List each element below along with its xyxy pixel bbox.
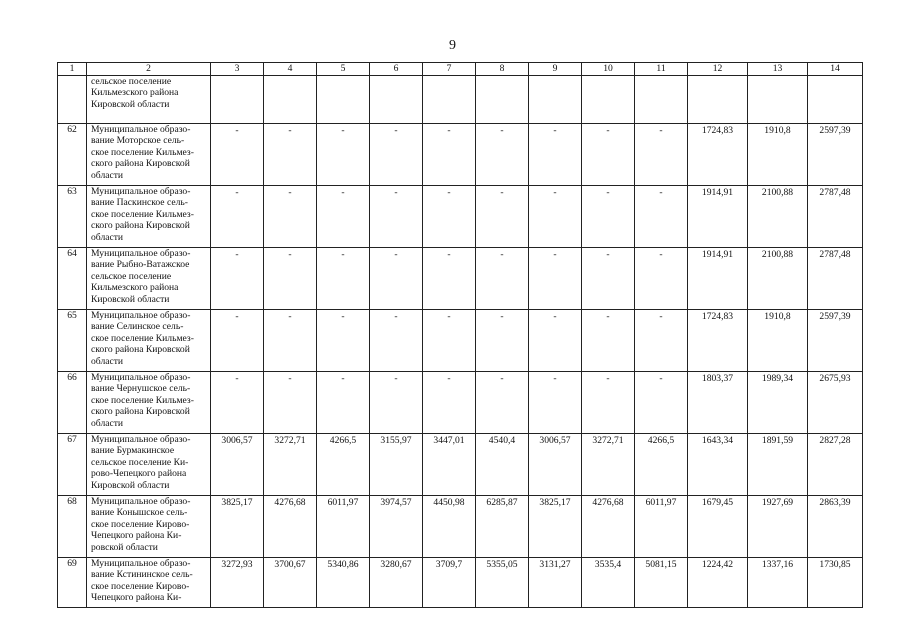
municipality-name-line: сельское поселение — [91, 75, 172, 87]
municipality-name-line: вание Кстининское сель- — [91, 569, 193, 581]
municipality-name-line: области — [91, 355, 124, 367]
municipality-name-line: ровской области — [91, 541, 158, 553]
value-cell: 6285,87 — [476, 495, 529, 557]
value-cell: 6011,97 — [317, 495, 370, 557]
value-cell: - — [635, 247, 688, 309]
value-cell: - — [529, 123, 582, 185]
value-cell: - — [635, 371, 688, 433]
value-cell — [529, 75, 582, 123]
value-cell: - — [211, 309, 264, 371]
value-cell: - — [211, 123, 264, 185]
value-cell: 3272,71 — [264, 433, 317, 495]
value-cell: 3280,67 — [370, 557, 423, 607]
row-number: 64 — [58, 247, 87, 309]
column-header: 1 — [58, 63, 87, 76]
value-cell: 4540,4 — [476, 433, 529, 495]
municipality-name — [87, 371, 211, 433]
column-header: 3 — [211, 63, 264, 76]
municipality-name-line: вание Моторское сель- — [91, 135, 185, 147]
value-cell: - — [529, 371, 582, 433]
municipality-name-line: ского района Кировской — [91, 220, 190, 232]
municipality-name-line: ского района Кировской — [91, 406, 190, 418]
value-cell: 2863,39 — [808, 495, 863, 557]
value-cell: - — [423, 185, 476, 247]
municipality-name-line: ское поселение Кильмез- — [91, 332, 194, 344]
municipality-name-line: области — [91, 417, 124, 429]
municipality-name-line: Муниципальное образо- — [91, 495, 191, 507]
value-cell — [423, 75, 476, 123]
value-cell: - — [264, 123, 317, 185]
value-cell: - — [582, 309, 635, 371]
value-cell — [476, 75, 529, 123]
value-cell: 1891,59 — [748, 433, 808, 495]
municipality-name-line: вание Рыбно-Ватажское — [91, 259, 190, 271]
table-row — [58, 123, 863, 185]
value-cell: 2827,28 — [808, 433, 863, 495]
row-number: 67 — [58, 433, 87, 495]
value-cell: 3006,57 — [211, 433, 264, 495]
municipality-name-line: Чепецкого района Ки- — [91, 592, 182, 604]
municipality-name-line: Кильмезского района — [91, 87, 179, 99]
municipality-name-line: сельское поселение Ки- — [91, 456, 189, 468]
value-cell — [582, 75, 635, 123]
municipality-name-line: рово-Чепецкого района — [91, 468, 187, 480]
value-cell: - — [476, 371, 529, 433]
value-cell: - — [423, 371, 476, 433]
value-cell: 3272,93 — [211, 557, 264, 607]
municipality-name-line: Кировской области — [91, 98, 170, 110]
value-cell: - — [370, 247, 423, 309]
column-header: 12 — [688, 63, 748, 76]
value-cell: 1910,8 — [748, 309, 808, 371]
value-cell: - — [370, 309, 423, 371]
row-number — [58, 75, 87, 123]
table-row — [58, 309, 863, 371]
row-number: 62 — [58, 123, 87, 185]
value-cell: - — [264, 247, 317, 309]
value-cell — [688, 75, 748, 123]
value-cell: 2597,39 — [808, 123, 863, 185]
value-cell — [370, 75, 423, 123]
column-header: 5 — [317, 63, 370, 76]
municipality-name-line: Муниципальное образо- — [91, 123, 191, 135]
municipality-name-line: вание Паскинское сель- — [91, 197, 188, 209]
column-header: 2 — [87, 63, 211, 76]
value-cell: 1724,83 — [688, 309, 748, 371]
municipality-name-line: Муниципальное образо- — [91, 309, 191, 321]
municipality-name-line: Муниципальное образо- — [91, 371, 191, 383]
value-cell: 3825,17 — [211, 495, 264, 557]
value-cell: 2100,88 — [748, 247, 808, 309]
value-cell: - — [582, 185, 635, 247]
municipality-name — [87, 75, 211, 123]
value-cell: 2100,88 — [748, 185, 808, 247]
value-cell: 3272,71 — [582, 433, 635, 495]
row-number: 66 — [58, 371, 87, 433]
municipality-name-line: ское поселение Кирово- — [91, 518, 190, 530]
municipality-name-line: ское поселение Кильмез- — [91, 394, 194, 406]
municipality-name-line: ского района Кировской — [91, 158, 190, 170]
value-cell: - — [211, 185, 264, 247]
value-cell: 3700,67 — [264, 557, 317, 607]
column-header: 10 — [582, 63, 635, 76]
value-cell: - — [264, 309, 317, 371]
header-row — [58, 63, 863, 76]
column-header: 11 — [635, 63, 688, 76]
value-cell: 1803,37 — [688, 371, 748, 433]
value-cell: - — [635, 123, 688, 185]
column-header: 13 — [748, 63, 808, 76]
table-row — [58, 75, 863, 123]
value-cell: 1224,42 — [688, 557, 748, 607]
municipality-name — [87, 123, 211, 185]
municipality-name — [87, 495, 211, 557]
value-cell: 1337,16 — [748, 557, 808, 607]
value-cell: 3447,01 — [423, 433, 476, 495]
value-cell: - — [423, 123, 476, 185]
value-cell: 1679,45 — [688, 495, 748, 557]
value-cell: - — [423, 247, 476, 309]
value-cell — [635, 75, 688, 123]
value-cell: 3709,7 — [423, 557, 476, 607]
table-row — [58, 433, 863, 495]
column-header: 7 — [423, 63, 476, 76]
column-header: 9 — [529, 63, 582, 76]
municipality-name-line: Кировской области — [91, 479, 170, 491]
municipality-name-line: вание Конышское сель- — [91, 507, 188, 519]
municipality-name-line: Муниципальное образо- — [91, 433, 191, 445]
value-cell: - — [423, 309, 476, 371]
value-cell: 1927,69 — [748, 495, 808, 557]
municipality-name-line: Кировской области — [91, 293, 170, 305]
value-cell: 4266,5 — [317, 433, 370, 495]
value-cell: - — [635, 185, 688, 247]
municipality-name-line: Кильмезского района — [91, 282, 179, 294]
value-cell: 3155,97 — [370, 433, 423, 495]
value-cell: - — [476, 309, 529, 371]
municipality-name — [87, 185, 211, 247]
row-number: 65 — [58, 309, 87, 371]
value-cell: 3535,4 — [582, 557, 635, 607]
value-cell — [211, 75, 264, 123]
municipality-name-line: сельское поселение — [91, 270, 172, 282]
municipality-name-line: области — [91, 231, 124, 243]
municipality-name — [87, 433, 211, 495]
column-header: 8 — [476, 63, 529, 76]
value-cell: - — [476, 247, 529, 309]
value-cell: - — [370, 371, 423, 433]
municipality-name — [87, 247, 211, 309]
value-cell: - — [370, 123, 423, 185]
value-cell: 2787,48 — [808, 247, 863, 309]
value-cell: 2597,39 — [808, 309, 863, 371]
value-cell: - — [317, 247, 370, 309]
value-cell: 2787,48 — [808, 185, 863, 247]
value-cell — [317, 75, 370, 123]
table-row — [58, 247, 863, 309]
value-cell: 1643,34 — [688, 433, 748, 495]
value-cell: - — [370, 185, 423, 247]
municipality-name-line: ского района Кировской — [91, 344, 190, 356]
value-cell: - — [476, 123, 529, 185]
value-cell: - — [211, 371, 264, 433]
table-row — [58, 557, 863, 607]
value-cell: 1914,91 — [688, 247, 748, 309]
municipality-name-line: ское поселение Кильмез- — [91, 208, 194, 220]
value-cell: - — [582, 371, 635, 433]
municipality-name-line: Муниципальное образо- — [91, 557, 191, 569]
value-cell: - — [582, 247, 635, 309]
value-cell: 6011,97 — [635, 495, 688, 557]
value-cell: 4276,68 — [582, 495, 635, 557]
value-cell: 4266,5 — [635, 433, 688, 495]
value-cell: - — [264, 185, 317, 247]
row-number: 68 — [58, 495, 87, 557]
municipality-name-line: вание Чернушское сель- — [91, 383, 191, 395]
table-row — [58, 495, 863, 557]
column-header: 6 — [370, 63, 423, 76]
municipality-name-line: области — [91, 169, 124, 181]
value-cell: - — [582, 123, 635, 185]
value-cell: 1989,34 — [748, 371, 808, 433]
column-header: 4 — [264, 63, 317, 76]
municipality-name-line: вание Бурмакинское — [91, 445, 175, 457]
municipality-name-line: Чепецкого района Ки- — [91, 530, 182, 542]
value-cell: 2675,93 — [808, 371, 863, 433]
value-cell: - — [264, 371, 317, 433]
column-header: 14 — [808, 63, 863, 76]
value-cell: 1914,91 — [688, 185, 748, 247]
row-number: 63 — [58, 185, 87, 247]
value-cell: - — [529, 247, 582, 309]
municipality-name-line: ское поселение Кильмез- — [91, 146, 194, 158]
value-cell: 3131,27 — [529, 557, 582, 607]
value-cell: - — [317, 309, 370, 371]
value-cell: - — [317, 185, 370, 247]
value-cell: - — [317, 371, 370, 433]
value-cell: 3974,57 — [370, 495, 423, 557]
table-row — [58, 185, 863, 247]
value-cell: - — [476, 185, 529, 247]
municipality-name — [87, 309, 211, 371]
row-number: 69 — [58, 557, 87, 607]
value-cell — [748, 75, 808, 123]
value-cell: 1724,83 — [688, 123, 748, 185]
municipality-name-line: вание Селинское сель- — [91, 321, 184, 333]
tariff-table — [57, 62, 863, 608]
value-cell: 1910,8 — [748, 123, 808, 185]
value-cell: 3006,57 — [529, 433, 582, 495]
value-cell: 5340,86 — [317, 557, 370, 607]
table-row — [58, 371, 863, 433]
value-cell: 1730,85 — [808, 557, 863, 607]
value-cell: - — [529, 185, 582, 247]
value-cell: - — [317, 123, 370, 185]
value-cell: - — [211, 247, 264, 309]
value-cell: 4276,68 — [264, 495, 317, 557]
municipality-name-line: Муниципальное образо- — [91, 185, 191, 197]
value-cell: 4450,98 — [423, 495, 476, 557]
value-cell: 5355,05 — [476, 557, 529, 607]
municipality-name-line: ское поселение Кирово- — [91, 580, 190, 592]
value-cell — [264, 75, 317, 123]
value-cell: - — [529, 309, 582, 371]
value-cell — [808, 75, 863, 123]
value-cell: 3825,17 — [529, 495, 582, 557]
value-cell: - — [635, 309, 688, 371]
page-number: 9 — [449, 38, 456, 53]
municipality-name — [87, 557, 211, 607]
municipality-name-line: Муниципальное образо- — [91, 247, 191, 259]
value-cell: 5081,15 — [635, 557, 688, 607]
